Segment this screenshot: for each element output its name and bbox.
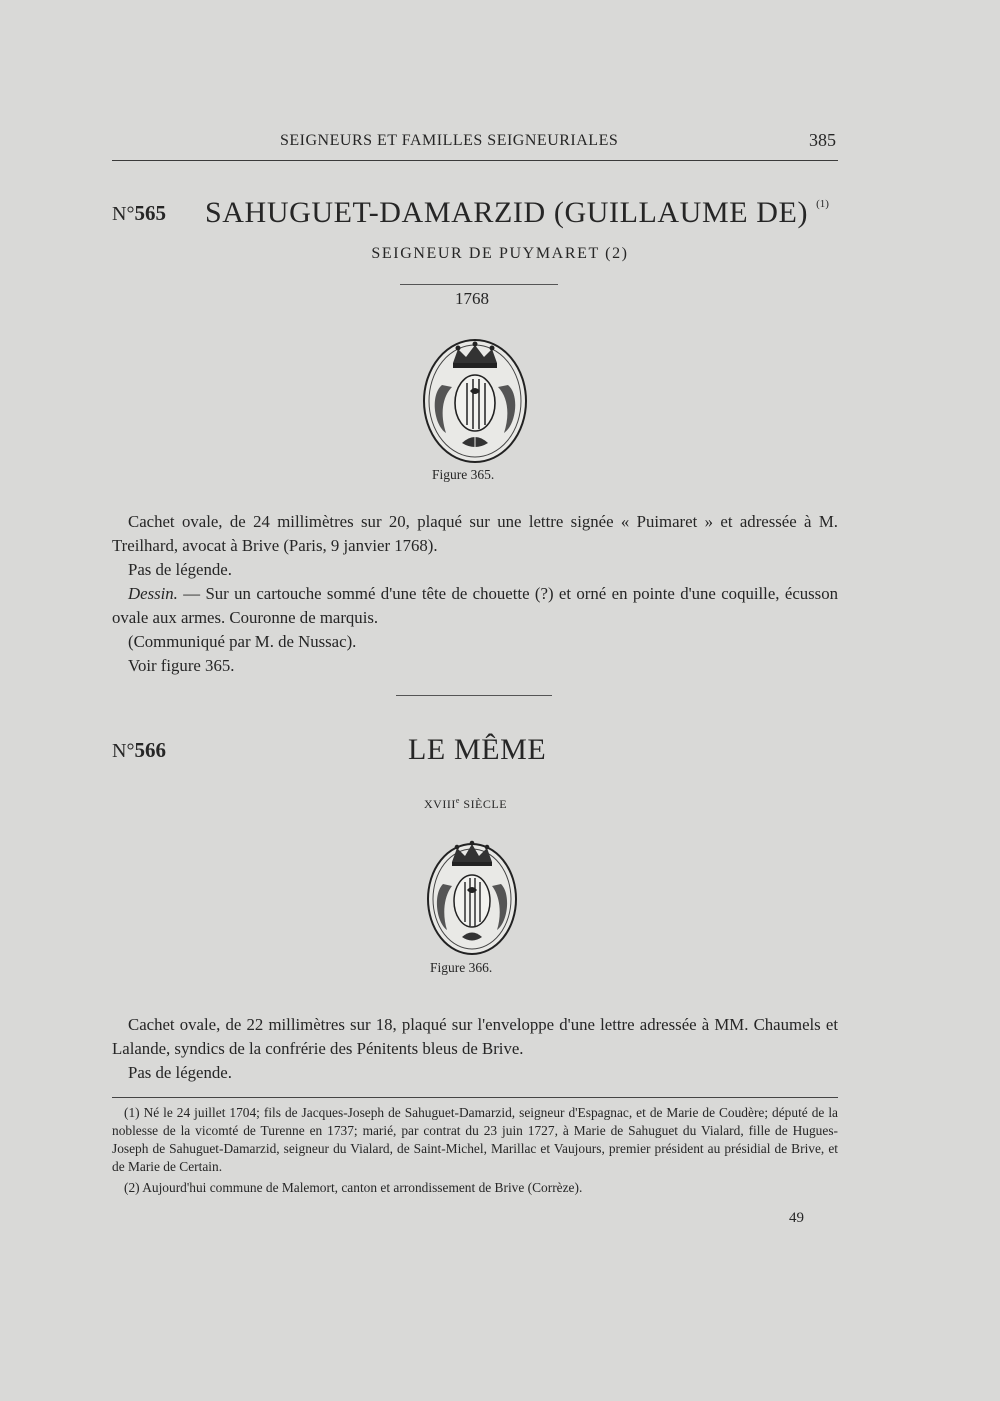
century-numeral: XVIII <box>424 797 456 811</box>
entry-body-566 <box>112 1013 838 1085</box>
dessin-dash: — <box>177 584 206 603</box>
paragraph: Cachet ovale, de 22 millimètres sur 18, plaqué sur l'enveloppe d'une lettre adressée à MM. Chaumels et Lalande, syndics de la confrérie des Pénitents bleus de Brive. <box>112 1015 838 1058</box>
footnotes <box>112 1104 838 1197</box>
page-number: 385 <box>809 130 836 150</box>
paragraph: (Communiqué par M. de Nussac). <box>128 632 357 651</box>
century-ordinal: e <box>455 796 460 805</box>
entry-number-value: 566 <box>134 738 166 762</box>
entry-date-565: 1768 <box>455 289 489 308</box>
entry-number-value: 565 <box>134 201 166 225</box>
century-word: SIÈCLE <box>459 797 508 811</box>
dessin-label: Dessin. <box>128 584 178 603</box>
footnote-rule <box>112 1097 838 1098</box>
paragraph: Voir figure 365. <box>128 656 235 675</box>
figure-caption-366: Figure 366. <box>430 960 493 975</box>
footnote-ref-1[interactable]: (1) <box>816 198 829 210</box>
entry-number-565 <box>112 201 166 226</box>
entry-date-566 <box>424 796 507 812</box>
entry-body-565 <box>112 510 838 678</box>
footnote-1: (1) Né le 24 juillet 1704; fils de Jacques-Joseph de Sahuguet-Damarzid, seigneur d'Espagnac, et de Marie de Coudère; député de la noblesse de la vicomté de Turenne en 1737; marié, par contrat du 23 juin 1727, à Marie de Sahuguet du Vialard, fille de Hugues-Joseph de Sahuguet-Damarzid, seigneur du Vialard, de Saint-Michel, Marillac et Vaujours, premier président au présidial de Brive, et de Marie de Certain. <box>112 1105 838 1174</box>
running-title: SEIGNEURS ET FAMILLES SEIGNEURIALES <box>280 132 619 149</box>
short-rule <box>400 284 558 285</box>
paragraph: Pas de légende. <box>128 560 232 579</box>
paragraph: Cachet ovale, de 24 millimètres sur 20, plaqué sur une lettre signée « Puimaret » et adressée à M. Treilhard, avocat à Brive (Paris, 9 janvier 1768). <box>112 512 838 555</box>
section-divider <box>396 695 552 696</box>
paragraph-dessin <box>112 582 838 630</box>
entry-number-prefix: N° <box>112 203 135 225</box>
figure-caption-365: Figure 365. <box>432 467 495 482</box>
entry-title-text: SAHUGUET-DAMARZID (GUILLAUME DE) <box>205 196 809 229</box>
signature-mark: 49 <box>789 1210 804 1226</box>
entry-subtitle-565: SEIGNEUR DE PUYMARET (2) <box>371 245 629 262</box>
entry-number-566 <box>112 738 166 763</box>
seal-365-icon <box>420 335 530 465</box>
paragraph: Pas de légende. <box>128 1063 232 1082</box>
entry-title-565 <box>205 196 829 230</box>
footnote-2: (2) Aujourd'hui commune de Malemort, canton et arrondissement de Brive (Corrèze). <box>124 1180 583 1195</box>
entry-number-prefix: N° <box>112 740 135 762</box>
entry-title-566: LE MÊME <box>408 733 547 766</box>
running-head <box>112 130 838 156</box>
dessin-text: Sur un cartouche sommé d'une tête de chouette (?) et orné en pointe d'une coquille, écusson ovale aux armes. Couronne de marquis. <box>112 584 838 627</box>
header-rule <box>112 160 838 161</box>
seal-366-icon <box>425 838 519 956</box>
